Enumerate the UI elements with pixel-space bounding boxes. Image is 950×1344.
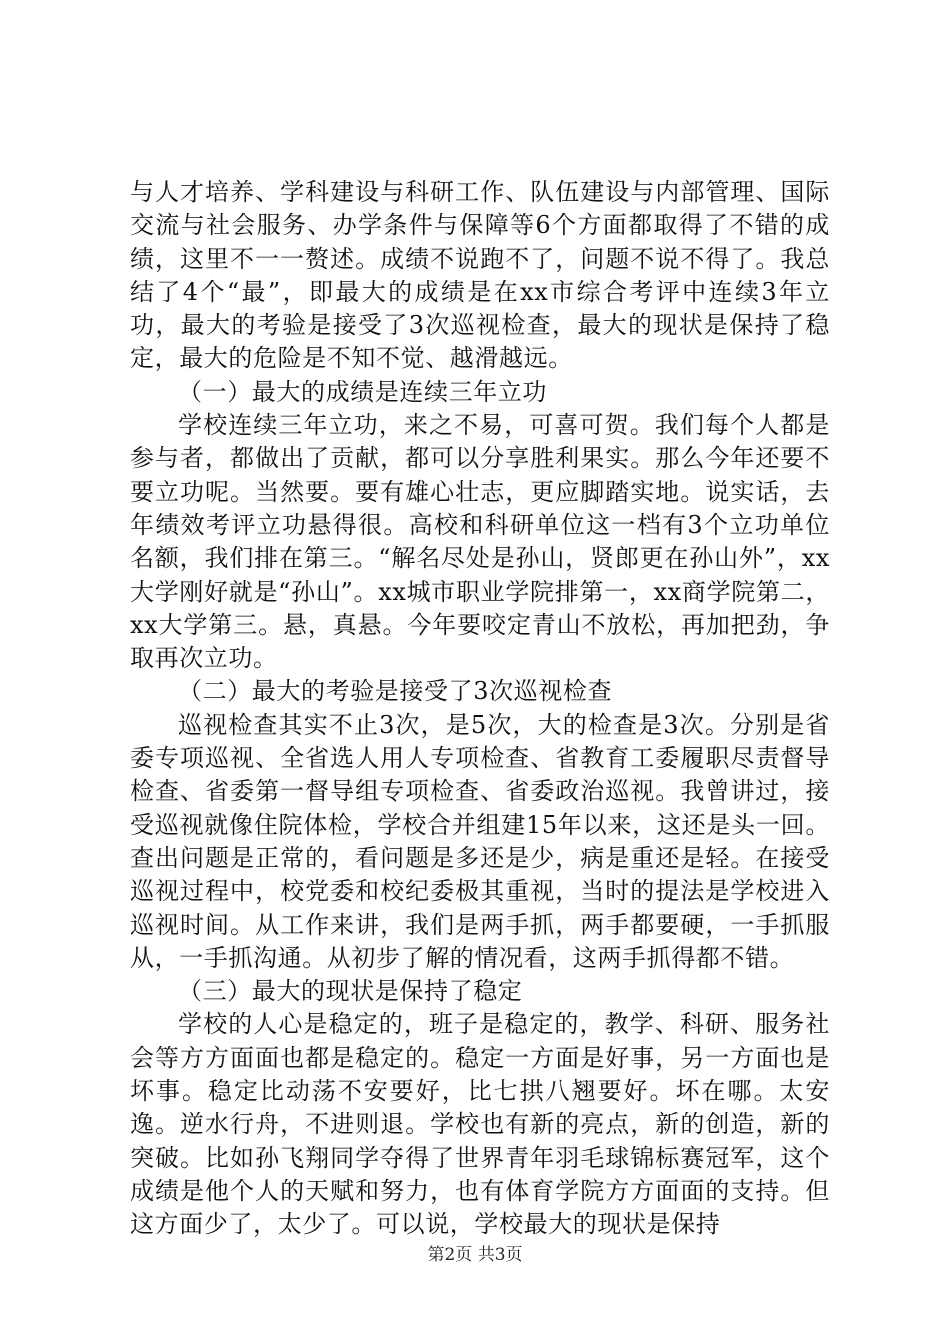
paragraph-section-3: 学校的人心是稳定的，班子是稳定的，教学、科研、服务社会等方方面面也都是稳定的。稳定一方面是好事，另一方面也是坏事。稳定比动荡不安要好，比七拱八翘要好。坏在哪。太安逸。逆水行舟，不进则退。学校也有新的亮点，新的创造，新的突破。比如孙飞翔同学夺得了世界青年羽毛球锦标赛冠军，这个成绩是他个人的天赋和努力，也有体育学院方方面面的支持。但这方面少了，太少了。可以说，学校最大的现状是保持: [130, 1010, 830, 1239]
page-number-footer: 第2页 共3页: [427, 1245, 523, 1265]
section-heading-2: （二）最大的考验是接受了3次巡视检查: [178, 677, 613, 706]
paragraph-intro: 与人才培养、学科建设与科研工作、队伍建设与内部管理、国际交流与社会服务、办学条件与保障等6个方面都取得了不错的成绩，这里不一一赘述。成绩不说跑不了，问题不说不得了。我总结了4个“最”，即最大的成绩是在xx市综合考评中连续3年立功，最大的考验是接受了3次巡视检查，最大的现状是保持了稳定，最大的危险是不知不觉、越滑越远。: [130, 178, 830, 373]
section-heading-1: （一）最大的成绩是连续三年立功: [178, 377, 547, 406]
section-heading-3: （三）最大的现状是保持了稳定: [178, 977, 523, 1006]
paragraph-section-1: 学校连续三年立功，来之不易，可喜可贺。我们每个人都是参与者，都做出了贡献，都可以分享胜利果实。那么今年还要不要立功呢。当然要。要有雄心壮志，更应脚踏实地。说实话，去年绩效考评立功悬得很。高校和科研单位这一档有3个立功单位名额，我们排在第三。“解名尽处是孙山，贤郎更在孙山外”，xx大学刚好就是“孙山”。xx城市职业学院排第一，xx商学院第二，xx大学第三。悬，真悬。今年要咬定青山不放松，再加把劲，争取再次立功。: [130, 411, 830, 673]
document-body: [130, 176, 830, 1242]
paragraph-section-2: 巡视检查其实不止3次，是5次，大的检查是3次。分别是省委专项巡视、全省选人用人专项检查、省教育工委履职尽责督导检查、省委第一督导组专项检查、省委政治巡视。我曾讲过，接受巡视就像住院体检，学校合并组建15年以来，这还是头一回。查出问题是正常的，看问题是多还是少，病是重还是轻。在接受巡视过程中，校党委和校纪委极其重视，当时的提法是学校进入巡视时间。从工作来讲，我们是两手抓，两手都要硬，一手抓服从，一手抓沟通。从初步了解的情况看，这两手抓得都不错。: [130, 710, 830, 972]
